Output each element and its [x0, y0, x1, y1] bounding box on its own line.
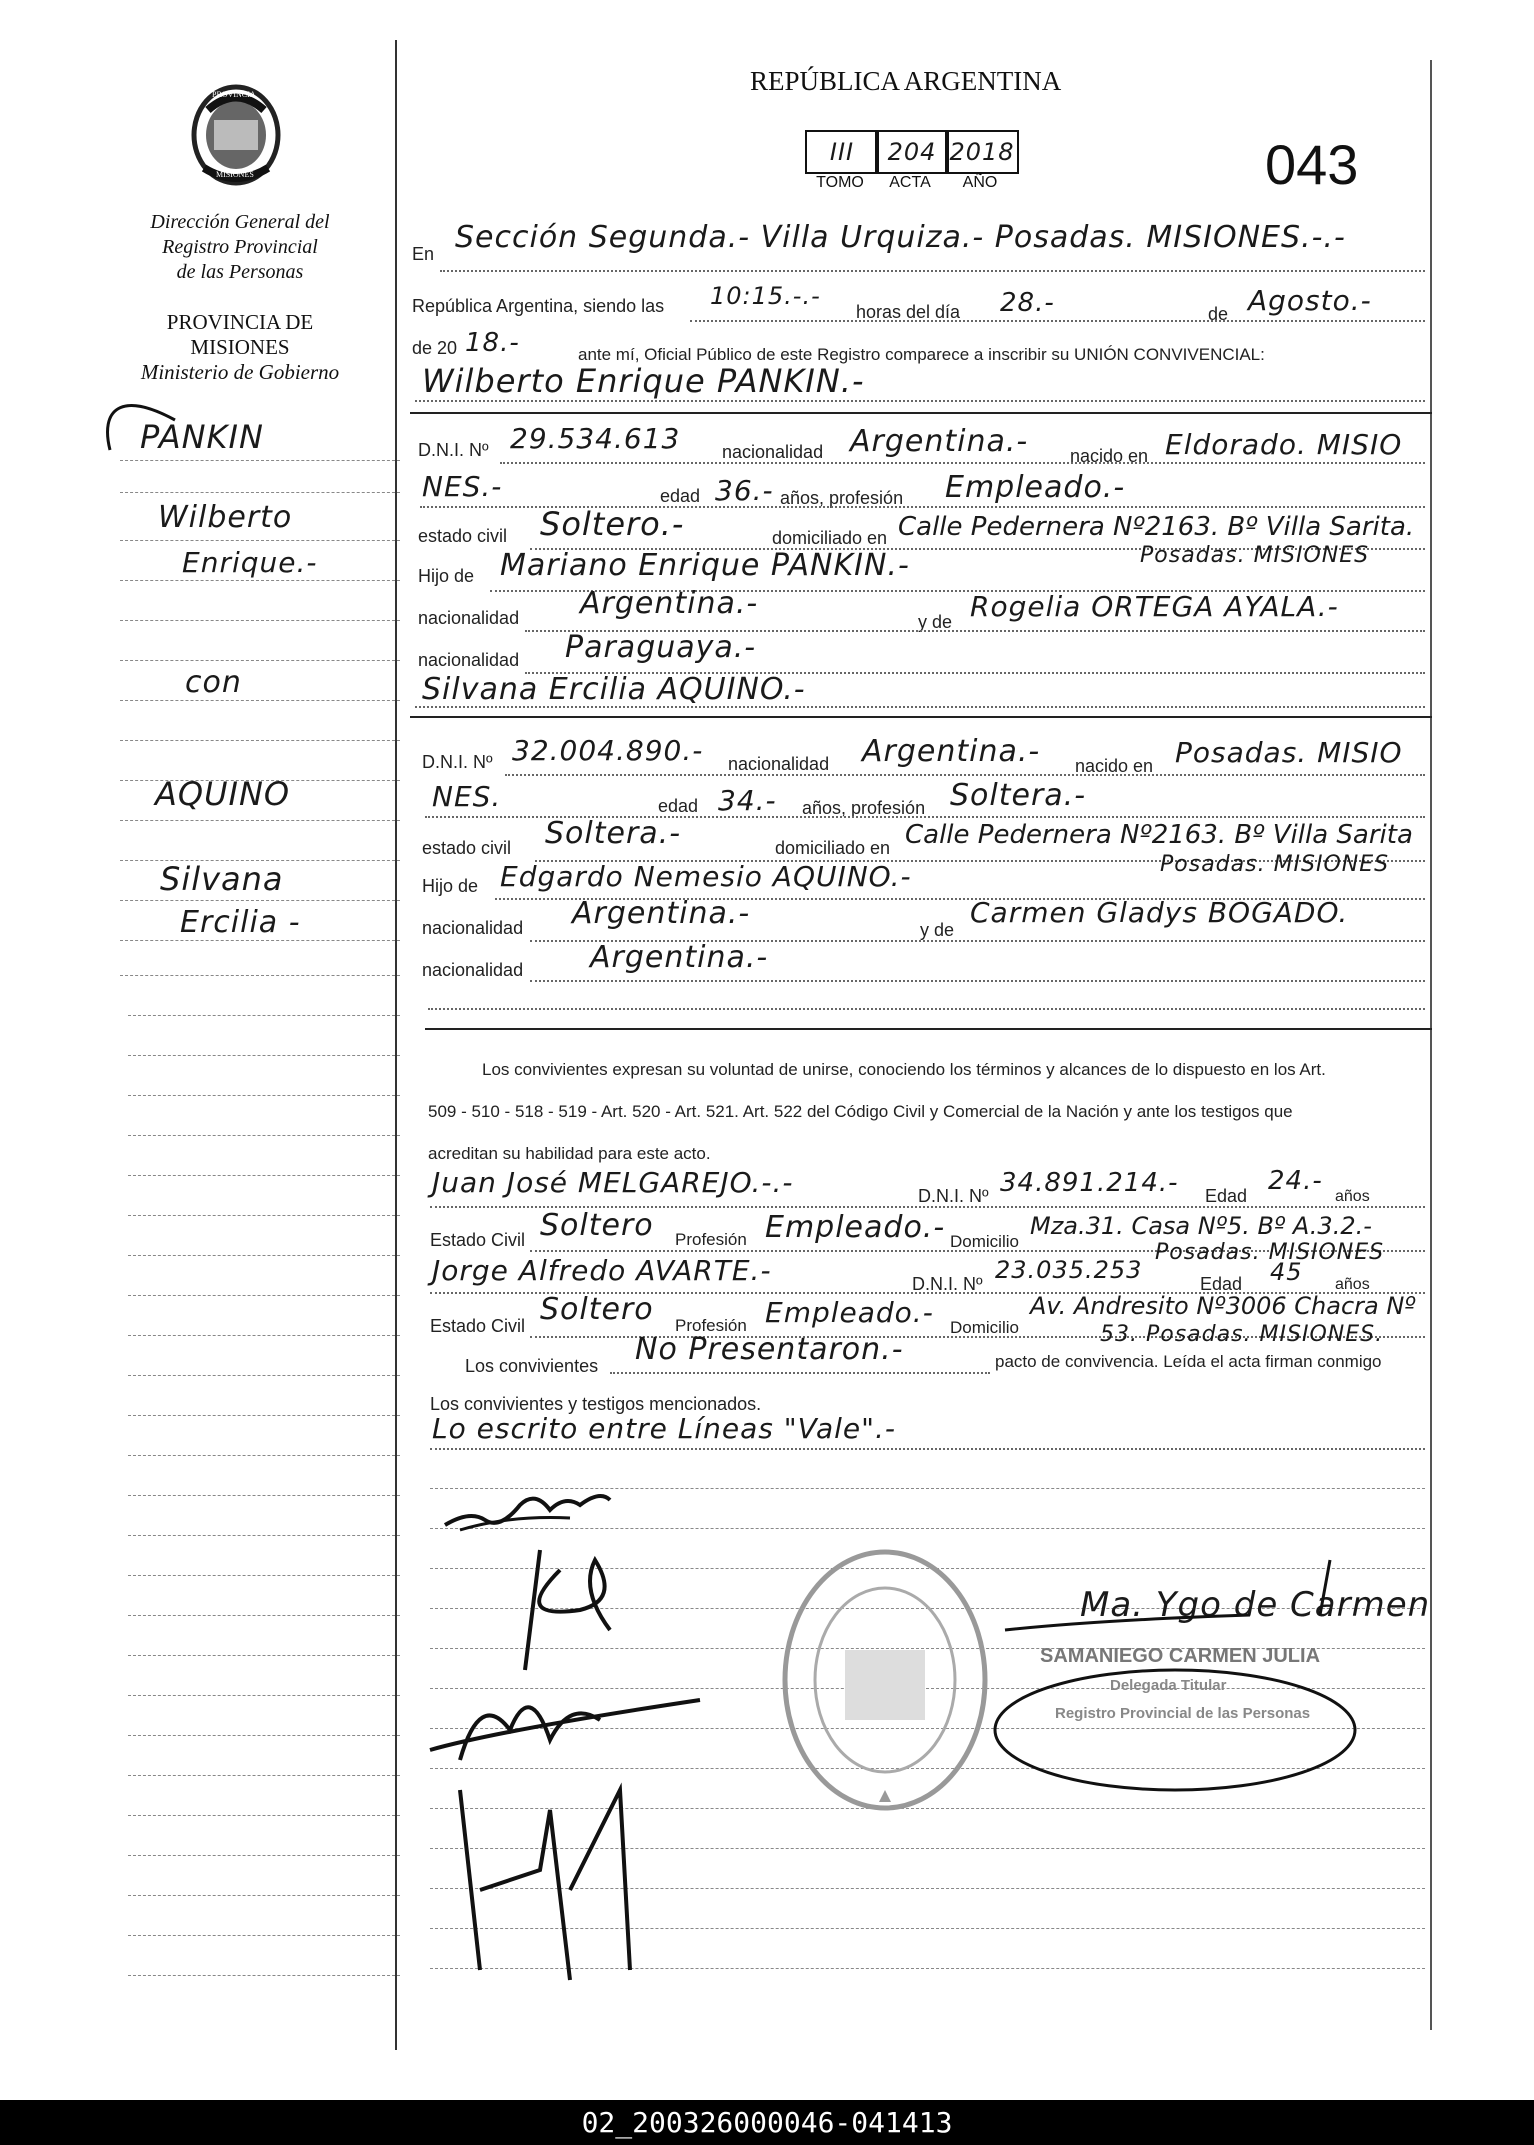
witness2-dni: 23.035.253 [995, 1256, 1143, 1284]
partner1-dni-label: D.N.I. Nº [418, 440, 489, 460]
margin-note-4: con [185, 665, 242, 700]
witness1-profession-label: Profesión [675, 1230, 747, 1249]
partner2-dni-label: D.N.I. Nº [422, 752, 493, 772]
partner1-domicile: Calle Pedernera Nº2163. Bº Villa Sarita. [898, 512, 1415, 542]
day-value: 28.- [1000, 288, 1055, 318]
partner1-born-cont: NES.- [422, 470, 503, 503]
partner1-father: Mariano Enrique PANKIN.- [500, 548, 910, 583]
officer-stamp-name: SAMANIEGO CARMEN JULIA [1040, 1645, 1321, 1667]
agency-line-1: Dirección General del [150, 211, 330, 233]
acta-label: ACTA [889, 174, 931, 191]
witness1-dni: 34.891.214.- [1000, 1168, 1179, 1198]
officer-signature-stroke [1000, 1555, 1360, 1635]
witness2-profession-label: Profesión [675, 1316, 747, 1335]
tomo-label: TOMO [816, 174, 864, 191]
partner1-mother: Rogelia ORTEGA AYALA.- [970, 590, 1339, 623]
officer-signature: Ma. Ygo de Carmen [1080, 1585, 1431, 1625]
witness2-civil-label: Estado Civil [430, 1316, 526, 1336]
partner2-born-label: nacido en [1075, 756, 1154, 776]
witness1-domicile: Mza.31. Casa Nº5. Bº A.3.2.- [1030, 1212, 1372, 1240]
sidebar [0, 0, 395, 2100]
partner2-father-nationality-label: nacionalidad [422, 918, 524, 938]
partner2-nationality: Argentina.- [862, 734, 1041, 769]
emblem-bottom-text: MISIONES [216, 170, 254, 179]
official-seal [775, 1540, 995, 1820]
ano-label: AÑO [962, 174, 998, 191]
witness2-age-label: Edad [1200, 1274, 1243, 1294]
partner2-domicile: Calle Pedernera Nº2163. Bº Villa Sarita [905, 820, 1413, 850]
partner1-dni: 29.534.613 [510, 422, 681, 455]
emblem-top-text: PROVINCIA [212, 90, 256, 99]
witness1-domicile-cont: Posadas. MISIONES [1155, 1240, 1385, 1265]
partner2-domicile-label: domiciliado en [775, 838, 891, 858]
margin-note-6: Silvana [160, 860, 284, 898]
partner2-domicile-cont: Posadas. MISIONES [1160, 852, 1390, 877]
partner1-born-label: nacido en [1070, 446, 1149, 466]
partner1-age: 36.- [715, 474, 774, 507]
year-value: 18.- [465, 328, 520, 358]
partner2-name: Silvana Ercilia AQUINO.- [422, 672, 806, 707]
witness2-age: 45 [1270, 1258, 1303, 1286]
partner2-nationality-label: nacionalidad [728, 754, 830, 774]
partner2-mother-nationality-label: nacionalidad [422, 960, 524, 980]
witness1-age: 24.- [1268, 1166, 1323, 1196]
witness2-domicile: Av. Andresito Nº3006 Chacra Nº [1030, 1292, 1416, 1320]
province-line-2: MISIONES [190, 335, 290, 359]
witness2-dni-label: D.N.I. Nº [912, 1274, 983, 1294]
partner1-age-label: edad [660, 486, 701, 506]
pact-label: pacto de convivencia. Leída el acta firman conmigo [995, 1352, 1382, 1371]
witness2-civil-status: Soltero [540, 1292, 654, 1327]
de-label: de [1208, 304, 1229, 324]
partner2-civil-label: estado civil [422, 838, 512, 858]
republic-label: República Argentina, siendo las [412, 296, 665, 316]
partner2-age: 34.- [718, 784, 777, 817]
margin-bracket [100, 380, 180, 460]
witness2-domicile-label: Domicilio [950, 1318, 1019, 1337]
partner1-father-nationality: Argentina.- [580, 586, 759, 621]
hours-label: horas del día [856, 302, 961, 322]
signature-4 [440, 1770, 660, 1990]
partner1-nationality-label: nacionalidad [722, 442, 824, 462]
acta-value: 204 [875, 130, 949, 174]
partner1-civil-status: Soltero.- [540, 505, 685, 543]
partner1-domicile-cont: Posadas. MISIONES [1140, 543, 1370, 568]
partner2-father-nationality: Argentina.- [572, 896, 751, 931]
officer-stamp-title: Delegada Titular [1110, 1677, 1227, 1694]
partner1-father-nationality-label: nacionalidad [418, 608, 520, 628]
witness2-years-label: años [1335, 1276, 1370, 1293]
witness2-profession: Empleado.- [765, 1296, 934, 1329]
country-title: REPÚBLICA ARGENTINA [750, 66, 1062, 96]
month-value: Agosto.- [1248, 284, 1372, 317]
margin-note-1: PANKIN [140, 418, 264, 456]
signature-3 [420, 1660, 720, 1770]
ano-value: 2018 [945, 130, 1019, 174]
partner1-nationality: Argentina.- [850, 424, 1029, 459]
witnesses-line: Los convivientes y testigos mencionados. [430, 1394, 762, 1414]
partner1-and-label: y de [918, 612, 953, 632]
partner2-civil-status: Soltera.- [545, 816, 682, 851]
partner1-mother-nationality-label: nacionalidad [418, 650, 520, 670]
right-divider [1430, 60, 1432, 2030]
place-value: Sección Segunda.- Villa Urquiza.- Posadas. MISIONES.-.- [455, 220, 1346, 255]
agency-name [110, 210, 370, 285]
cohabitants-label: Los convivientes [465, 1356, 599, 1376]
witness1-name: Juan José MELGAREJO.-.- [432, 1166, 794, 1199]
partner2-profession-label: años, profesión [802, 798, 926, 818]
closing-note: Lo escrito entre Líneas "Vale".- [432, 1412, 897, 1445]
witness1-age-label: Edad [1205, 1186, 1248, 1206]
partner2-born-in: Posadas. MISIO [1175, 736, 1403, 769]
partner1-name: Wilberto Enrique PANKIN.- [422, 362, 865, 400]
year-prefix-label: de 20 [412, 338, 458, 358]
partner2-child-label: Hijo de [422, 876, 479, 896]
partner2-age-label: edad [658, 796, 699, 816]
partner1-child-label: Hijo de [418, 566, 475, 586]
left-divider [395, 40, 397, 2050]
witness1-civil-status: Soltero [540, 1208, 654, 1243]
witness1-civil-label: Estado Civil [430, 1230, 526, 1250]
en-label: En [412, 244, 435, 264]
margin-note-5: AQUINO [155, 775, 291, 813]
declaration-line-3: acreditan su habilidad para este acto. [428, 1144, 711, 1163]
officer-stamp-oval [990, 1665, 1360, 1795]
partner1-civil-label: estado civil [418, 526, 508, 546]
partner2-mother: Carmen Gladys BOGADO. [970, 896, 1349, 929]
pact-value: No Presentaron.- [635, 1332, 904, 1367]
province-emblem [186, 80, 286, 190]
province-line-1: PROVINCIA DE [166, 310, 314, 334]
margin-note-3: Enrique.- [182, 546, 318, 579]
partner1-mother-nationality: Paraguaya.- [565, 630, 757, 665]
partner1-domicile-label: domiciliado en [772, 528, 888, 548]
declaration-line-2: 509 - 510 - 518 - 519 - Art. 520 - Art. 521. Art. 522 del Código Civil y Comercial de la Nación y ante los testigos que [428, 1102, 1293, 1121]
tomo-value: III [805, 130, 879, 174]
margin-note-2: Wilberto [158, 500, 293, 535]
ministry-name: Ministerio de Gobierno [140, 360, 340, 384]
partner2-born-cont: NES. [432, 780, 502, 813]
document-code: 02_200326000046-041413 [0, 2100, 1534, 2145]
partner2-and-label: y de [920, 920, 955, 940]
witness1-dni-label: D.N.I. Nº [918, 1186, 989, 1206]
place-field [455, 220, 1425, 255]
witness1-years-label: años [1335, 1188, 1370, 1205]
agency-line-3: de las Personas [176, 261, 304, 283]
witness2-name: Jorge Alfredo AVARTE.- [432, 1254, 772, 1287]
witness2-domicile-cont: 53. Posadas. MISIONES. [1100, 1322, 1384, 1347]
agency-line-2: Registro Provincial [162, 236, 318, 258]
partner2-profession: Soltera.- [950, 778, 1087, 813]
statement-text: ante mí, Oficial Público de este Registro comparece a inscribir su UNIÓN CONVIVENCIAL: [578, 345, 1265, 364]
partner1-profession-label: años, profesión [780, 488, 904, 508]
province-name [110, 310, 370, 385]
witness1-profession: Empleado.- [765, 1210, 946, 1245]
witness1-domicile-label: Domicilio [950, 1232, 1019, 1251]
partner2-dni: 32.004.890.- [512, 734, 704, 767]
partner2-mother-nationality: Argentina.- [590, 940, 769, 975]
partner1-born-in: Eldorado. MISIO [1165, 428, 1403, 461]
margin-note-7: Ercilia - [180, 905, 301, 940]
partner2-father: Edgardo Nemesio AQUINO.- [500, 860, 912, 893]
declaration-line-1: Los convivientes expresan su voluntad de unirse, conociendo los términos y alcances de lo dispuesto en los Art. [482, 1060, 1326, 1079]
officer-stamp-office: Registro Provincial de las Personas [1055, 1705, 1311, 1722]
hour-value: 10:15.-.- [710, 282, 821, 310]
partner1-profession: Empleado.- [945, 470, 1126, 505]
signature-1 [440, 1470, 620, 1540]
act-number: 043 [1265, 133, 1359, 196]
